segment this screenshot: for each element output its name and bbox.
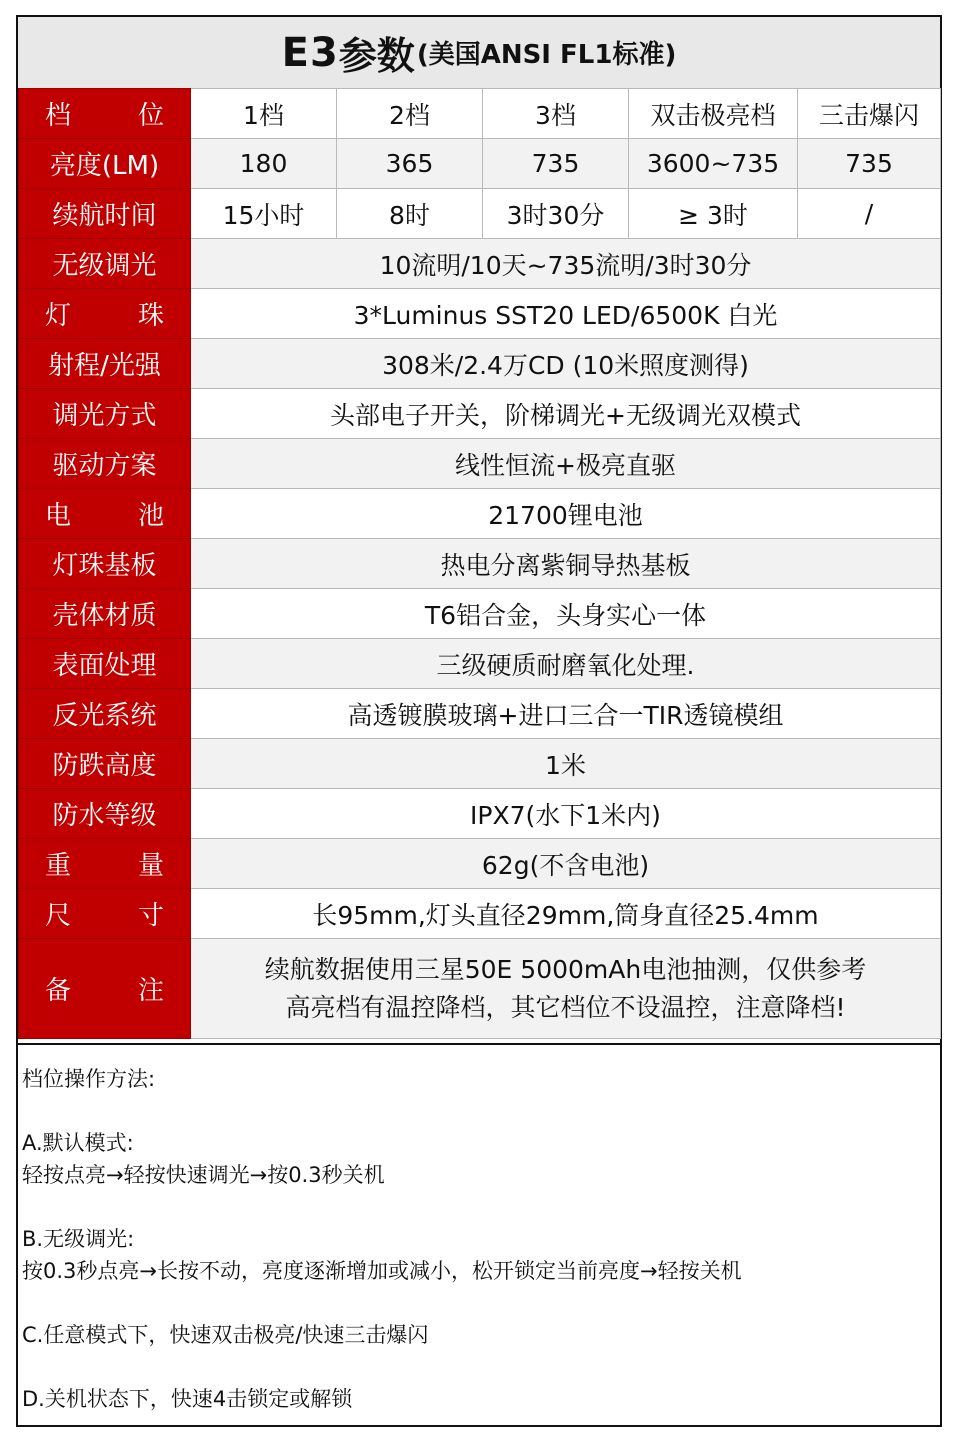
row-label: 灯珠 <box>19 289 191 339</box>
row-value: 21700锂电池 <box>191 489 941 539</box>
mode-cell: 双击极亮档 <box>629 89 798 139</box>
row-label: 续航时间 <box>19 189 191 239</box>
operation-instructions <box>18 1043 940 1425</box>
mode-cell: 3档 <box>483 89 629 139</box>
spec-row-drop-height <box>19 739 941 789</box>
ops-heading: 档位操作方法: <box>22 1067 156 1091</box>
spec-row-note <box>19 939 941 1039</box>
row-label: 反光系统 <box>19 689 191 739</box>
note-line: 高亮档有温控降档，其它档位不设温控，注意降档! <box>285 992 846 1022</box>
row-value: 头部电子开关，阶梯调光+无级调光双模式 <box>191 389 941 439</box>
ops-item-text: D.关机状态下，快速4击锁定或解锁 <box>22 1387 353 1411</box>
ops-item-title: B.无级调光: <box>22 1227 135 1251</box>
sheet-title <box>18 17 940 88</box>
title-main: 参数 <box>338 34 415 78</box>
row-label: 壳体材质 <box>19 589 191 639</box>
spec-row-throw <box>19 339 941 389</box>
spec-row-weight <box>19 839 941 889</box>
runtime-cell: 3时30分 <box>483 189 629 239</box>
spec-row-optics <box>19 689 941 739</box>
row-label: 表面处理 <box>19 639 191 689</box>
spec-row-stepless-dimming <box>19 239 941 289</box>
row-value: 长95mm,灯头直径29mm,筒身直径25.4mm <box>191 889 941 939</box>
spec-row-surface <box>19 639 941 689</box>
brightness-row <box>19 139 941 189</box>
row-label: 驱动方案 <box>19 439 191 489</box>
note-value <box>191 939 941 1039</box>
ops-item-text: 按0.3秒点亮→长按不动，亮度逐渐增加或减小，松开锁定当前亮度→轻按关机 <box>22 1259 742 1283</box>
mode-header-row <box>19 89 941 139</box>
note-line: 续航数据使用三星50E 5000mAh电池抽测，仅供参考 <box>264 954 867 984</box>
ops-item-title: A.默认模式: <box>22 1131 134 1155</box>
row-value: 10流明/10天~735流明/3时30分 <box>191 239 941 289</box>
brightness-cell: 365 <box>337 139 483 189</box>
runtime-cell: / <box>798 189 941 239</box>
row-label: 档位 <box>19 89 191 139</box>
spec-table <box>18 88 941 1039</box>
runtime-row <box>19 189 941 239</box>
row-value: 308米/2.4万CD (10米照度测得) <box>191 339 941 389</box>
runtime-cell: 8时 <box>337 189 483 239</box>
spec-row-size <box>19 889 941 939</box>
spec-row-battery <box>19 489 941 539</box>
row-label: 亮度(LM) <box>19 139 191 189</box>
row-label: 备注 <box>19 939 191 1039</box>
row-value: 热电分离紫铜导热基板 <box>191 539 941 589</box>
runtime-cell: 15小时 <box>191 189 337 239</box>
spec-sheet <box>16 15 942 1427</box>
ops-item-text: 轻按点亮→轻按快速调光→按0.3秒关机 <box>22 1163 385 1187</box>
spec-row-led-board <box>19 539 941 589</box>
spec-row-dimming-method <box>19 389 941 439</box>
row-label: 无级调光 <box>19 239 191 289</box>
brightness-cell: 3600~735 <box>629 139 798 189</box>
spec-row-waterproof <box>19 789 941 839</box>
title-standard: (美国ANSI FL1标准) <box>416 40 677 70</box>
row-value: T6铝合金，头身实心一体 <box>191 589 941 639</box>
spec-row-led <box>19 289 941 339</box>
spec-row-driver <box>19 439 941 489</box>
brightness-cell: 735 <box>483 139 629 189</box>
brightness-cell: 735 <box>798 139 941 189</box>
row-label: 防跌高度 <box>19 739 191 789</box>
row-value: 3*Luminus SST20 LED/6500K 白光 <box>191 289 941 339</box>
row-value: 1米 <box>191 739 941 789</box>
row-label: 防水等级 <box>19 789 191 839</box>
row-label: 电池 <box>19 489 191 539</box>
brightness-cell: 180 <box>191 139 337 189</box>
row-label: 射程/光强 <box>19 339 191 389</box>
model-name: E3 <box>281 29 339 76</box>
row-value: IPX7(水下1米内) <box>191 789 941 839</box>
row-label: 调光方式 <box>19 389 191 439</box>
runtime-cell: ≥ 3时 <box>629 189 798 239</box>
spec-row-body-material <box>19 589 941 639</box>
row-label: 重量 <box>19 839 191 889</box>
row-value: 高透镀膜玻璃+进口三合一TIR透镜模组 <box>191 689 941 739</box>
row-value: 线性恒流+极亮直驱 <box>191 439 941 489</box>
mode-cell: 1档 <box>191 89 337 139</box>
row-value: 三级硬质耐磨氧化处理. <box>191 639 941 689</box>
row-label: 灯珠基板 <box>19 539 191 589</box>
mode-cell: 三击爆闪 <box>798 89 941 139</box>
row-label: 尺寸 <box>19 889 191 939</box>
row-value: 62g(不含电池) <box>191 839 941 889</box>
ops-item-text: C.任意模式下，快速双击极亮/快速三击爆闪 <box>22 1323 429 1347</box>
mode-cell: 2档 <box>337 89 483 139</box>
